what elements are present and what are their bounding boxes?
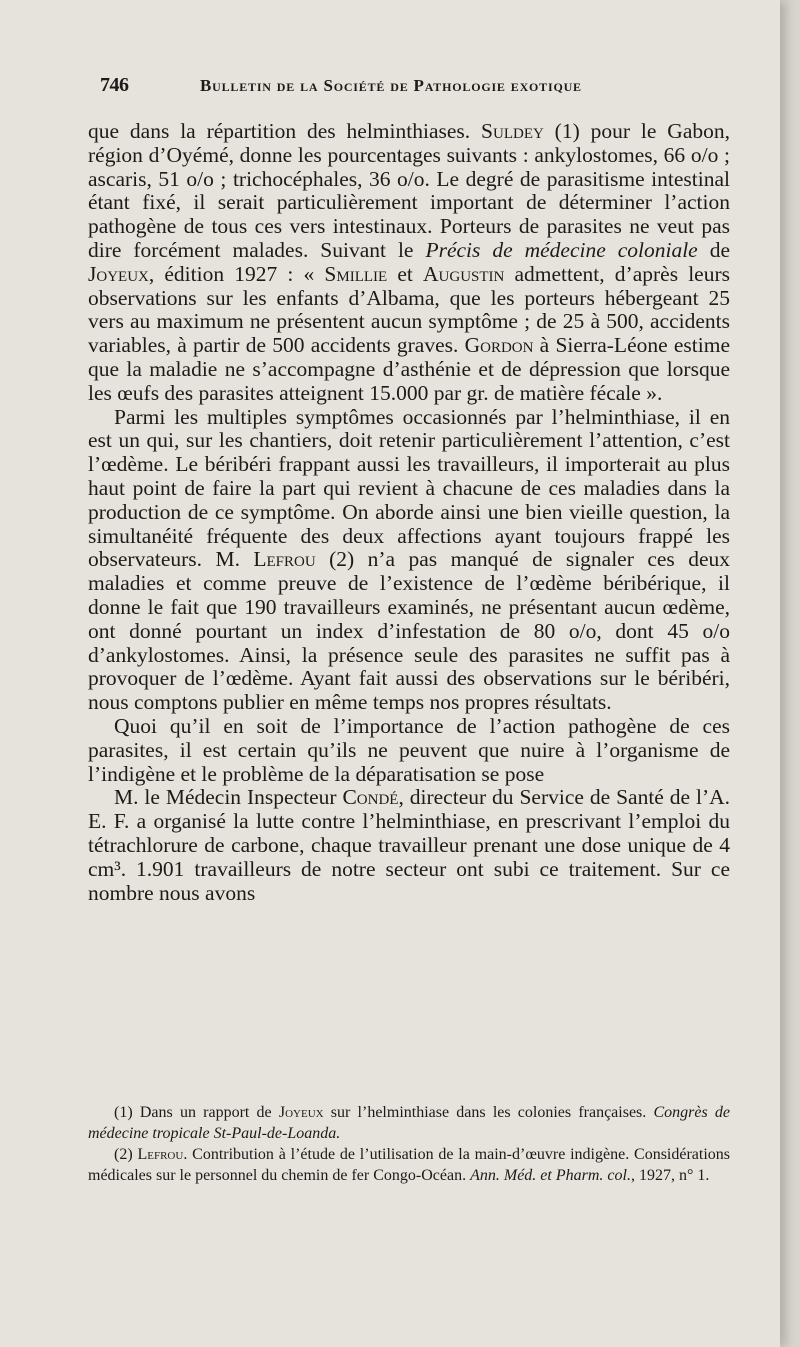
footnotes <box>88 1102 730 1186</box>
text-run: de <box>697 237 730 262</box>
running-head: Bulletin de la Société de Pathologie exotique <box>200 76 582 95</box>
italic-title: Précis de médecine coloniale <box>425 237 698 262</box>
author-name: Smillie <box>324 261 388 286</box>
author-name: Gordon <box>464 333 534 358</box>
italic-title: Ann. Méd. et Pharm. col. <box>470 1167 631 1184</box>
author-name: Condé <box>342 785 399 810</box>
text-run: , directeur du Service de Santé de l’A. E. F. a organisé la lutte contre l’helminthiase, en prescrivant l’emploi du tétrachlorure de carbone, chaque travailleur prenant une dose unique de 4 cm³. 1.901 travailleurs de notre secteur ont subi ce traitement. Sur ce nombre nous avons <box>88 785 731 905</box>
text-run: M. le Médecin Inspecteur <box>114 785 343 810</box>
text-run: . Contribution à l’étude de l’utilisation de la main-d’œuvre indigène. Considérations médicales sur le personnel du chemin de fer Congo-Océan. <box>88 1146 731 1184</box>
text-run: et <box>387 261 423 286</box>
text-run: Quoi qu’il en soit de l’importance de l’action pathogène de ces parasites, il est certain qu’ils ne peuvent que nuire à l’organisme de l’indigène et le problème de la déparatisation se pose <box>88 713 730 786</box>
footnote <box>88 1144 730 1186</box>
paragraph <box>88 715 730 786</box>
author-name: Joyeux <box>278 1104 324 1121</box>
page-number: 746 <box>100 74 129 96</box>
paragraph <box>88 120 730 406</box>
text-run: , édition 1927 : « <box>148 261 325 286</box>
author-name: Joyeux <box>88 261 149 286</box>
text-run: que dans la répartition des helminthiases. <box>88 119 482 143</box>
text-run: (1) pour le Gabon, région d’Oyémé, donne les pourcentages suivants : ankylostomes, 66 o/o ; ascaris, 51 o/o ; trichocéphales, 36 o/o. Le degré de parasitisme intestinal étant fixé, il serait particulièrement important de déterminer l’action pathogène de tous ces vers intestinaux. Porteurs de parasites ne veut pas dire forcément malades. Suivant le <box>88 119 730 262</box>
text-run: Parmi les multiples symptômes occasionnés par l’helminthiase, il en est un qui, sur les chantiers, doit retenir particulièrement l’attention, c’est l’œdème. Le béribéri frappant aussi les travailleurs, il importerait au plus haut point de faire la part qui revient à chacune de ces maladies dans la production de ce symptôme. On aborde ainsi une bien vieille question, la simultanéité fréquente des deux affections ayant toujours frappé les observateurs. M. <box>88 404 730 572</box>
text-run: à Sierra-Léone estime que la maladie ne s’accompagne d’asthénie et de dépression que lorsque les œufs des parasites atteignent 15.000 par gr. de matière fécale ». <box>88 333 730 405</box>
text-run: admettent, d’après leurs observations sur les enfants d’Albama, que les porteurs hébergeant 25 vers au maximum ne présentent aucun symptôme ; de 25 à 500, accidents variables, à partir de 500 accidents graves. <box>88 261 730 358</box>
italic-title: Congrès de médecine tropicale St-Paul-de-Loanda. <box>88 1104 731 1142</box>
body-text <box>88 120 730 905</box>
paragraph <box>88 786 730 905</box>
page-header <box>100 74 730 102</box>
author-name: Lefrou <box>137 1146 184 1163</box>
text-run: sur l’helminthiase dans les colonies françaises. <box>323 1104 654 1121</box>
text-run: (2) n’a pas manqué de signaler ces deux maladies et comme preuve de l’existence de l’œdème béribérique, il donne le fait que 190 travailleurs examinés, ne présentant aucun œdème, ont donné pourtant un index d’infestation de 80 o/o, dont 45 o/o d’ankylostomes. Ainsi, la présence seule des parasites ne suffit pas à provoquer de l’œdème. Ayant fait aussi des observations sur le béribéri, nous comptons publier en même temps nos propres résultats. <box>88 547 730 715</box>
text-run: (1) Dans un rapport de <box>114 1104 279 1121</box>
paragraph <box>88 406 730 715</box>
author-name: Lefrou <box>253 547 316 572</box>
text-run: , 1927, n° 1. <box>630 1167 710 1184</box>
text-run: (2) <box>114 1146 138 1163</box>
author-name: Suldey <box>481 119 544 143</box>
author-name: Augustin <box>423 261 505 286</box>
footnote <box>88 1102 730 1144</box>
